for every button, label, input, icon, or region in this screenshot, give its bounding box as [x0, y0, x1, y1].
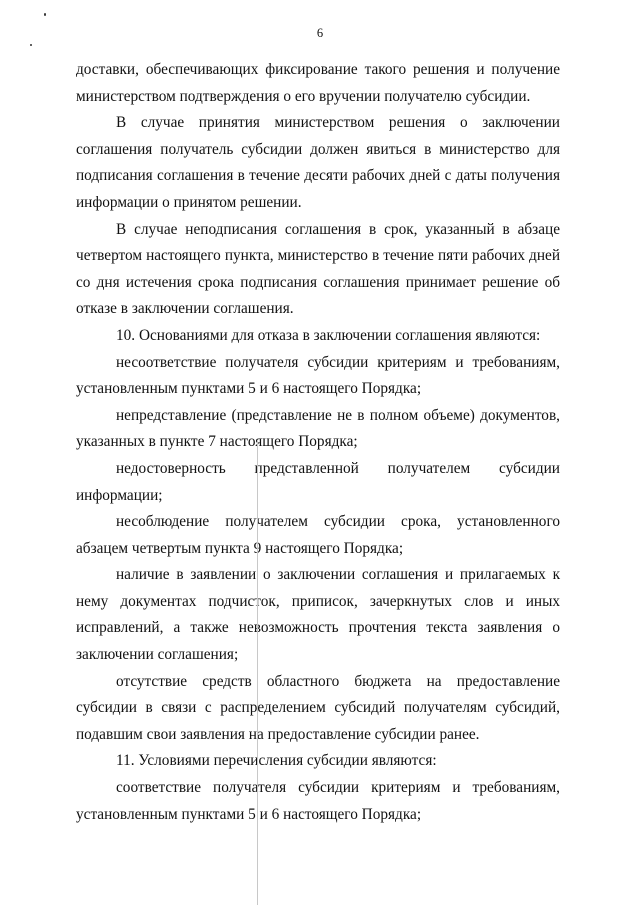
scan-speck [30, 44, 32, 46]
paragraph: несоблюдение получателем субсидии срока, установленного абзацем четвертым пункта 9 настоящего Порядка; [76, 513, 560, 557]
paragraph: 10. Основаниями для отказа в заключении соглашения являются: [116, 326, 541, 344]
paragraph: непредставление (представление не в полном объеме) документов, указанных в пункте 7 настоящего Порядка; [76, 406, 560, 451]
paragraph: наличие в заявлении о заключении соглашения и прилагаемых к нему документах подчисток, приписок, зачеркнутых слов и иных исправлений, а также невозможность прочтения текста заявления о заключении соглашения; [76, 566, 560, 664]
paragraph: доставки, обеспечивающих фиксирование такого решения и получение министерством подтверждения о его вручении получателю субсидии. [76, 61, 560, 105]
document-body [76, 57, 560, 828]
paragraph: несоответствие получателя субсидии критериям и требованиям, установленным пунктами 5 и 6 настоящего Порядка; [76, 353, 560, 398]
paragraph: 11. Условиями перечисления субсидии являются: [116, 752, 437, 770]
paragraph: В случае неподписания соглашения в срок, указанный в абзаце четвертом настоящего пункта, министерство в течение пяти рабочих дней со дня истечения срока подписания соглашения принимает решение об отказе в заключении соглашения. [76, 220, 560, 318]
paragraph: соответствие получателя субсидии критериям и требованиям, установленным пунктами 5 и 6 настоящего Порядка; [76, 779, 560, 823]
paragraph: недостоверность представленной получателем субсидии информации; [76, 459, 560, 504]
scan-speck [44, 13, 46, 16]
paragraph: В случае принятия министерством решения о заключении соглашения получатель субсидии должен явиться в министерство для подписания соглашения в течение десяти рабочих дней с даты получения информации о принятом решении. [76, 114, 560, 211]
page-number: 6 [316, 26, 324, 40]
scan-fold-line [257, 440, 258, 905]
paragraph: отсутствие средств областного бюджета на предоставление субсидии в связи с распределением субсидий получателям субсидий, подавшим свои заявления на предоставление субсидии ранее. [76, 672, 560, 743]
